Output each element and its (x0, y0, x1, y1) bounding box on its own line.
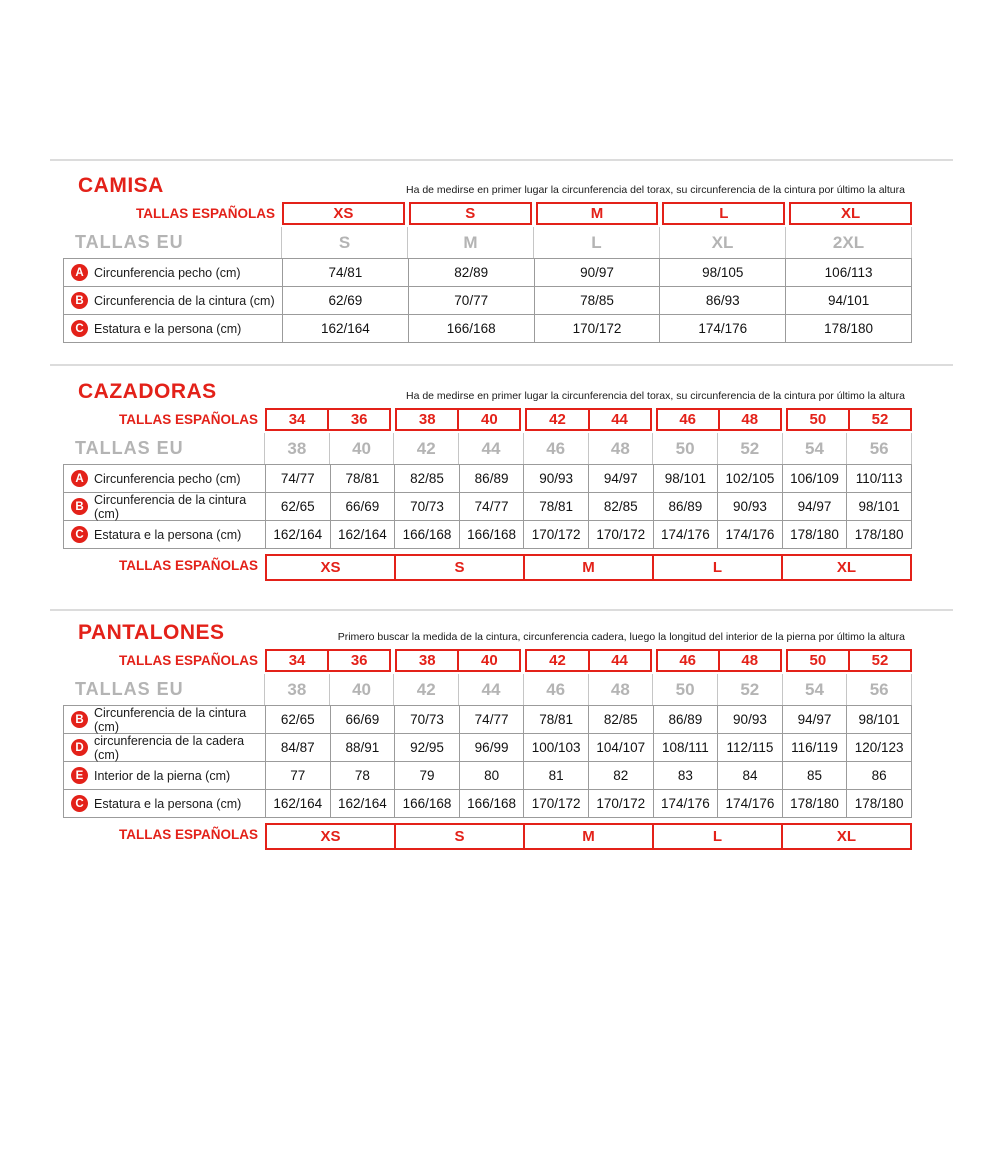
measure-value-cell: 98/101 (858, 712, 900, 727)
cazadoras-spanish-sizes-grid (265, 408, 912, 431)
measure-value-cell: 70/73 (395, 493, 460, 520)
pantalones-bottom-sizes-row (63, 823, 912, 850)
measure-value-cell: 104/107 (589, 734, 654, 761)
spanish-size-pair (656, 408, 782, 431)
letter-badge: B (71, 292, 88, 309)
measure-value-cell: 174/176 (654, 521, 719, 548)
measure-value-cell: 178/180 (824, 321, 873, 336)
measure-value-cell: 90/97 (535, 259, 661, 286)
spanish-size-pair (265, 408, 391, 431)
measure-value-cell: 170/172 (524, 521, 589, 548)
eu-size-cell: 38 (265, 433, 330, 464)
spanish-size-cell: 50 (809, 652, 827, 669)
eu-size-cell: 52 (718, 674, 783, 705)
eu-size-cell: 38 (265, 674, 330, 705)
measure-value-cell: 81 (524, 762, 589, 789)
measure-value-cell: 78 (331, 762, 396, 789)
group-size-cell: XS (320, 828, 341, 845)
eu-size-cell: 42 (394, 674, 459, 705)
measure-value-cell: 166/168 (395, 521, 460, 548)
measure-label-text: Circunferencia de la cintura (cm) (94, 705, 247, 734)
measure-row (64, 287, 911, 315)
measure-value-cell: 82/85 (589, 493, 654, 520)
measure-row (64, 706, 911, 734)
measure-value-cell: 86/89 (654, 706, 719, 733)
measure-value-cell: 92/95 (395, 734, 460, 761)
spanish-size-cell: S (409, 202, 532, 225)
measure-value-cell: 178/180 (854, 796, 904, 811)
measure-value-cell: 174/176 (654, 790, 719, 817)
camisa-measurements-table (63, 258, 912, 343)
eu-size-cell: 46 (524, 674, 589, 705)
group-size-cell: XS (320, 559, 341, 576)
camisa-title: CAMISA (78, 174, 164, 197)
group-size-cell: M (523, 825, 652, 848)
measure-value-cell: 86/93 (660, 287, 786, 314)
measure-value-cell: 174/176 (718, 790, 783, 817)
measure-label-cell (64, 706, 266, 733)
cazadoras-spanish-sizes-row (63, 408, 912, 431)
eu-size-cell: 44 (459, 433, 524, 464)
letter-badge: E (71, 767, 88, 784)
spanish-size-cell: XL (789, 202, 912, 225)
measure-value-cell: 66/69 (331, 493, 396, 520)
spanish-size-cell: 42 (549, 652, 566, 669)
measure-value-cell: 90/93 (718, 493, 783, 520)
measure-value-cell: 98/101 (654, 465, 719, 492)
measure-value-cell: 78/81 (524, 706, 589, 733)
spanish-size-pair (786, 649, 912, 672)
measure-value-cell: 162/164 (266, 521, 331, 548)
pantalones-title: PANTALONES (78, 621, 225, 644)
measure-label-cell (64, 315, 283, 342)
eu-size-cell: 56 (847, 433, 912, 464)
spanish-size-pair (786, 408, 912, 431)
measure-value-cell: 84 (718, 762, 783, 789)
group-size-cell: M (523, 556, 652, 579)
measure-label-cell (64, 734, 266, 761)
measure-value-cell: 170/172 (589, 521, 654, 548)
top-divider-line (50, 159, 953, 161)
cazadoras-measure-note: Ha de medirse en primer lugar la circunferencia del torax, su circunferencia de la cintura por último la altura (406, 390, 905, 402)
cazadoras-header (63, 380, 912, 404)
camisa-spanish-sizes-row (63, 202, 912, 225)
measure-value-cell: 94/101 (827, 293, 870, 308)
spanish-size-pair (525, 408, 651, 431)
measure-value-cell: 74/77 (460, 706, 525, 733)
pantalones-section (63, 621, 912, 850)
spanish-size-cell: 52 (848, 410, 910, 429)
measure-value-cell: 77 (266, 762, 331, 789)
measure-value-cell: 170/172 (535, 315, 661, 342)
camisa-measure-note: Ha de medirse en primer lugar la circunferencia del torax, su circunferencia de la cintura por último la altura (406, 184, 905, 196)
letter-badge: C (71, 526, 88, 543)
measure-value-cell: 78/81 (331, 465, 396, 492)
spanish-size-cell: 50 (809, 411, 827, 428)
spanish-size-cell: 34 (288, 652, 306, 669)
measure-value-cell: 78/85 (535, 287, 661, 314)
section-divider-line (50, 364, 953, 366)
letter-badge: A (71, 264, 88, 281)
measure-value-cell: 70/73 (395, 706, 460, 733)
measure-value-cell: 86/89 (460, 465, 525, 492)
measure-label-text: Circunferencia pecho (cm) (94, 265, 241, 280)
measure-value-cell: 162/164 (331, 790, 396, 817)
measure-label-text: Interior de la pierna (cm) (94, 768, 231, 783)
measure-label-cell (64, 493, 266, 520)
spanish-size-cell: M (536, 202, 659, 225)
eu-size-cell: S (282, 227, 408, 258)
spanish-size-cell: 36 (327, 651, 389, 670)
spanish-size-pair (395, 408, 521, 431)
section-divider-line (50, 609, 953, 611)
tallas-espanolas-label: TALLAS ESPAÑOLAS (118, 653, 258, 668)
measure-value-cell: 94/97 (783, 493, 848, 520)
measure-value-cell: 82/85 (395, 465, 460, 492)
camisa-section (63, 174, 912, 343)
spanish-size-cell: 44 (588, 651, 650, 670)
spanish-size-pair (395, 649, 521, 672)
group-size-cell: S (394, 556, 523, 579)
eu-size-cell: 46 (524, 433, 589, 464)
measure-row (64, 521, 911, 548)
spanish-size-cell: 38 (418, 652, 436, 669)
measure-label-cell (64, 762, 266, 789)
measure-value-cell: 178/180 (854, 527, 904, 542)
camisa-eu-sizes-row (63, 227, 912, 258)
measure-label-text: Estatura e la persona (cm) (94, 796, 242, 811)
measure-row (64, 493, 911, 521)
measure-row (64, 762, 911, 790)
measure-value-cell: 108/111 (654, 734, 719, 761)
measure-label-text: Estatura e la persona (cm) (94, 527, 242, 542)
measure-value-cell: 178/180 (783, 790, 848, 817)
cazadoras-title: CAZADORAS (78, 380, 217, 403)
measure-value-cell: 82/89 (409, 259, 535, 286)
spanish-size-cell: 46 (679, 411, 696, 428)
measure-label-text: Circunferencia de la cintura (cm) (94, 492, 247, 521)
measure-value-cell: 88/91 (331, 734, 396, 761)
spanish-size-cell: L (662, 202, 785, 225)
letter-badge: A (71, 470, 88, 487)
measure-value-cell: 120/123 (854, 740, 904, 755)
pantalones-eu-sizes-row (63, 674, 912, 705)
measure-label-text: Estatura e la persona (cm) (94, 321, 242, 336)
measure-row (64, 465, 911, 493)
pantalones-bottom-sizes-grid (265, 823, 912, 850)
pantalones-spanish-sizes-row (63, 649, 912, 672)
letter-badge: C (71, 795, 88, 812)
eu-size-cell: 50 (653, 433, 718, 464)
measure-label-cell (64, 790, 266, 817)
measure-value-cell: 170/172 (589, 790, 654, 817)
cazadoras-measurements-table (63, 464, 912, 549)
measure-value-cell: 84/87 (266, 734, 331, 761)
measure-value-cell: 78/81 (524, 493, 589, 520)
measure-value-cell: 178/180 (783, 521, 848, 548)
camisa-header (63, 174, 912, 198)
measure-value-cell: 82/85 (589, 706, 654, 733)
measure-value-cell: 85 (783, 762, 848, 789)
letter-badge: D (71, 739, 88, 756)
spanish-size-cell: 40 (457, 410, 519, 429)
group-size-cell: XL (781, 556, 910, 579)
measure-value-cell: 66/69 (331, 706, 396, 733)
tallas-espanolas-label: TALLAS ESPAÑOLAS (118, 558, 258, 573)
cazadoras-bottom-sizes-row (63, 554, 912, 581)
measure-value-cell: 110/113 (855, 471, 903, 486)
measure-value-cell: 100/103 (524, 734, 589, 761)
tallas-espanolas-label: TALLAS ESPAÑOLAS (118, 412, 258, 427)
spanish-size-cell: 36 (327, 410, 389, 429)
measure-value-cell: 80 (460, 762, 525, 789)
measure-value-cell: 106/109 (783, 465, 848, 492)
group-size-cell: S (394, 825, 523, 848)
measure-row (64, 259, 911, 287)
eu-size-cell: M (408, 227, 534, 258)
eu-size-cell: 48 (589, 433, 654, 464)
measure-label-text: Circunferencia pecho (cm) (94, 471, 241, 486)
measure-label-cell (64, 465, 266, 492)
measure-value-cell: 102/105 (718, 465, 783, 492)
measure-label-cell (64, 287, 283, 314)
measure-value-cell: 70/77 (409, 287, 535, 314)
tallas-espanolas-label: TALLAS ESPAÑOLAS (135, 206, 275, 221)
spanish-size-cell: 44 (588, 410, 650, 429)
measure-value-cell: 74/81 (283, 259, 409, 286)
spanish-size-cell: 48 (718, 410, 780, 429)
eu-size-cell: XL (660, 227, 786, 258)
measure-label-cell (64, 259, 283, 286)
eu-size-cell: 2XL (786, 227, 912, 258)
camisa-spanish-sizes-grid (282, 202, 912, 225)
letter-badge: B (71, 498, 88, 515)
group-size-cell: L (652, 825, 781, 848)
eu-size-cell: 54 (783, 433, 848, 464)
cazadoras-section (63, 380, 912, 581)
pantalones-measure-note: Primero buscar la medida de la cintura, circunferencia cadera, luego la longitud del interior de la pierna por último la altura (337, 631, 905, 643)
eu-size-cell: 48 (589, 674, 654, 705)
letter-badge: C (71, 320, 88, 337)
measure-label-text: Circunferencia de la cintura (cm) (94, 293, 275, 308)
spanish-size-pair (656, 649, 782, 672)
measure-row (64, 315, 911, 342)
eu-size-cell: 54 (783, 674, 848, 705)
spanish-size-pair (525, 649, 651, 672)
spanish-size-cell: XS (282, 202, 405, 225)
measure-value-cell: 62/65 (266, 493, 331, 520)
measure-row (64, 790, 911, 817)
group-size-cell: XL (781, 825, 910, 848)
measure-value-cell: 74/77 (266, 465, 331, 492)
measure-value-cell: 90/93 (718, 706, 783, 733)
tallas-eu-label: TALLAS EU (63, 674, 265, 705)
eu-size-cell: 44 (459, 674, 524, 705)
measure-value-cell: 94/97 (783, 706, 848, 733)
measure-value-cell: 86/89 (654, 493, 719, 520)
measure-value-cell: 112/115 (718, 734, 783, 761)
measure-value-cell: 98/101 (858, 499, 900, 514)
spanish-size-cell: 46 (679, 652, 696, 669)
measure-value-cell: 170/172 (524, 790, 589, 817)
cazadoras-eu-sizes-row (63, 433, 912, 464)
eu-size-cell: L (534, 227, 660, 258)
measure-value-cell: 162/164 (266, 790, 331, 817)
measure-value-cell: 79 (395, 762, 460, 789)
measure-value-cell: 86 (871, 768, 887, 783)
measure-value-cell: 174/176 (660, 315, 786, 342)
group-size-cell: L (652, 556, 781, 579)
measure-value-cell: 162/164 (283, 315, 409, 342)
pantalones-spanish-sizes-grid (265, 649, 912, 672)
cazadoras-bottom-sizes-grid (265, 554, 912, 581)
eu-size-cell: 50 (653, 674, 718, 705)
measure-value-cell: 162/164 (331, 521, 396, 548)
cazadoras-eu-sizes-grid (265, 433, 912, 464)
spanish-size-cell: 52 (848, 651, 910, 670)
eu-size-cell: 40 (330, 433, 395, 464)
measure-value-cell: 116/119 (783, 734, 848, 761)
measure-value-cell: 62/69 (283, 287, 409, 314)
pantalones-eu-sizes-grid (265, 674, 912, 705)
spanish-size-cell: 34 (288, 411, 306, 428)
measure-value-cell: 166/168 (409, 315, 535, 342)
measure-value-cell: 166/168 (460, 521, 525, 548)
measure-row (64, 734, 911, 762)
tallas-eu-label: TALLAS EU (63, 433, 265, 464)
tallas-espanolas-label: TALLAS ESPAÑOLAS (118, 827, 258, 842)
tallas-eu-label: TALLAS EU (63, 227, 282, 258)
measure-value-cell: 98/105 (660, 259, 786, 286)
spanish-size-cell: 40 (457, 651, 519, 670)
spanish-size-cell: 48 (718, 651, 780, 670)
measure-value-cell: 83 (654, 762, 719, 789)
eu-size-cell: 40 (330, 674, 395, 705)
eu-size-cell: 42 (394, 433, 459, 464)
measure-label-cell (64, 521, 266, 548)
measure-value-cell: 94/97 (589, 465, 654, 492)
measure-value-cell: 166/168 (395, 790, 460, 817)
measure-value-cell: 174/176 (718, 521, 783, 548)
measure-value-cell: 90/93 (524, 465, 589, 492)
spanish-size-cell: 42 (549, 411, 566, 428)
spanish-size-cell: 38 (418, 411, 436, 428)
eu-size-cell: 52 (718, 433, 783, 464)
measure-label-text: circunferencia de la cadera (cm) (94, 733, 245, 762)
camisa-eu-sizes-grid (282, 227, 912, 258)
pantalones-measurements-table (63, 705, 912, 818)
measure-value-cell: 166/168 (460, 790, 525, 817)
measure-value-cell: 96/99 (460, 734, 525, 761)
letter-badge: B (71, 711, 88, 728)
measure-value-cell: 74/77 (460, 493, 525, 520)
measure-value-cell: 82 (589, 762, 654, 789)
eu-size-cell: 56 (847, 674, 912, 705)
pantalones-header (63, 621, 912, 645)
measure-value-cell: 62/65 (266, 706, 331, 733)
spanish-size-pair (265, 649, 391, 672)
measure-value-cell: 106/113 (824, 265, 873, 280)
